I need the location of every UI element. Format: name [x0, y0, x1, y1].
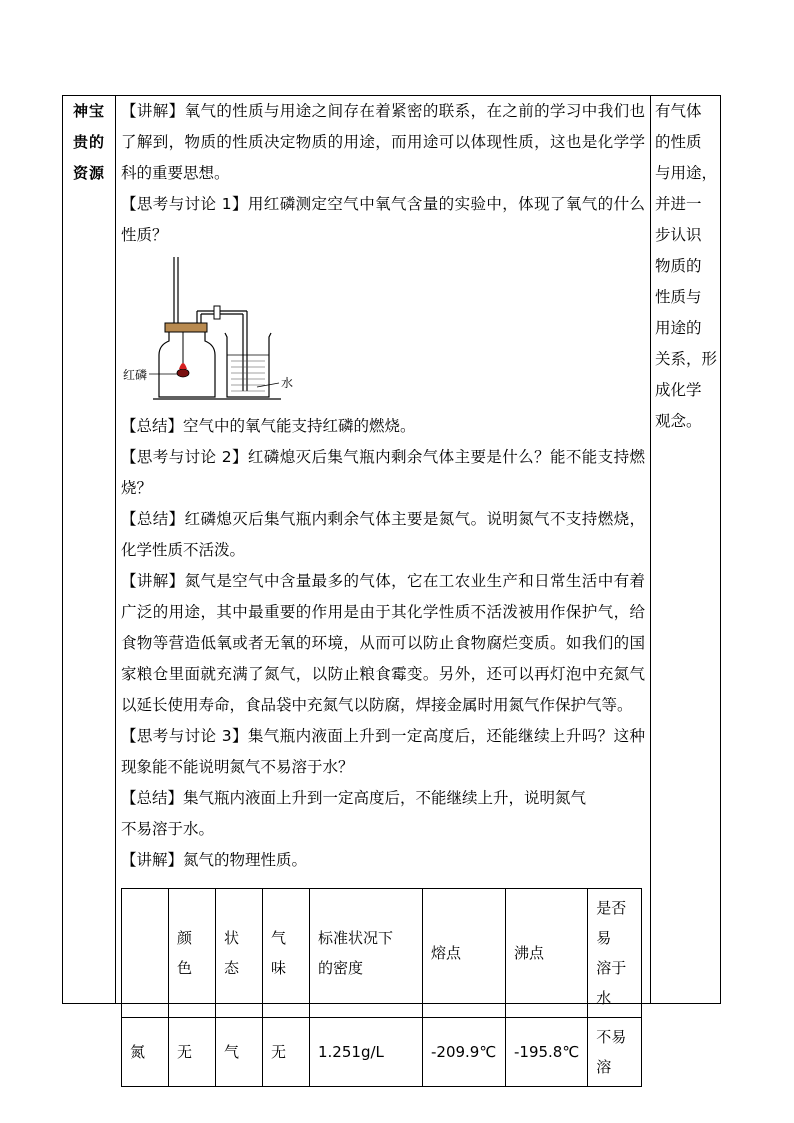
- table-header-cell: 标准状况下 的密度: [310, 889, 423, 1018]
- right-col-line: 与用途，: [655, 164, 718, 182]
- left-col-line: 资源: [72, 164, 105, 182]
- paragraph: [121, 845, 645, 876]
- paragraph-tag: 【总结】: [121, 789, 184, 807]
- left-col-line: 贵的: [72, 133, 105, 151]
- table-cell: 不易溶: [588, 1018, 642, 1087]
- right-col-line: 观念。: [655, 412, 702, 430]
- right-col-line: 用途的: [655, 319, 702, 337]
- table-cell: 1.251g/L: [310, 1018, 423, 1087]
- column-divider-right: [650, 95, 651, 1004]
- table-header-cell: 颜 色: [169, 889, 216, 1018]
- paragraph-tag: 【思考与讨论 1】: [121, 195, 248, 213]
- table-cell: 无: [169, 1018, 216, 1087]
- table-cell: 气: [216, 1018, 263, 1087]
- table-header-cell: 气 味: [263, 889, 310, 1018]
- paragraph-tag: 【思考与讨论 2】: [121, 448, 248, 466]
- paragraph: [121, 814, 645, 845]
- paragraph: [121, 442, 645, 504]
- paragraph-text: 不易溶于水。: [121, 820, 215, 838]
- paragraph-tag: 【思考与讨论 3】: [121, 727, 248, 745]
- right-col-line: 步认识: [655, 226, 702, 244]
- table-header-cell: [122, 889, 169, 1018]
- experiment-figure: [121, 251, 645, 411]
- table-header-cell: 是否易 溶于水: [588, 889, 642, 1018]
- paragraph: [121, 504, 645, 566]
- table-header-cell: 沸点: [506, 889, 588, 1018]
- label-phosphorus: 红磷: [123, 368, 148, 382]
- right-col-line: 关系，形: [655, 350, 718, 368]
- paragraph-text: 空气中的氧气能支持红磷的燃烧。: [183, 417, 416, 435]
- right-col-line: 并进一: [655, 195, 702, 213]
- paragraph-text: 用红磷测定空气中氧气含量的实验中，体现了氧气的什么性质？: [121, 195, 645, 244]
- paragraph-text: 集气瓶内液面上升到一定高度后，不能继续上升，说明氮气: [183, 789, 587, 807]
- left-col-line: 神宝: [72, 102, 105, 120]
- paragraph-text: 红磷熄灭后集气瓶内剩余气体主要是氮气。说明氮气不支持燃烧，化学性质不活泼。: [121, 510, 645, 559]
- nitrogen-properties-table: [121, 888, 642, 1087]
- paragraph: [121, 783, 645, 814]
- frame-right: [720, 95, 721, 1004]
- right-col-line: 的性质: [655, 133, 702, 151]
- frame-left: [62, 95, 63, 1004]
- label-water: 水: [281, 376, 294, 390]
- right-col-line: 性质与: [655, 288, 702, 306]
- paragraph-text: 氮气是空气中含量最多的气体，它在工农业生产和日常生活中有着广泛的用途，其中最重要的作用是由于其化学性质不活泼被用作保护气，给食物等营造低氧或者无氧的环境，从而可以防止食物腐烂变质。如我们的国家粮仓里面就充满了氮气，以防止粮食霉变。另外，还可以再灯泡中充氮气以延长使用寿命，食品袋中充氮气以防腐，焊接金属时用氮气作保护气等。: [121, 572, 645, 714]
- table-row: [122, 1018, 642, 1087]
- right-col-line: 成化学: [655, 381, 702, 399]
- paragraph: [121, 721, 645, 783]
- column-divider-left: [115, 95, 116, 1004]
- paragraph-text: 红磷熄灭后集气瓶内剩余气体主要是什么？能不能支持燃烧？: [121, 448, 645, 497]
- table-cell: 氮: [122, 1018, 169, 1087]
- table-cell: 无: [263, 1018, 310, 1087]
- table-header-cell: 状 态: [216, 889, 263, 1018]
- right-col-line: 物质的: [655, 257, 702, 275]
- paragraph-tag: 【讲解】: [121, 851, 184, 869]
- table-header-row: [122, 889, 642, 1018]
- paragraph: [121, 96, 645, 189]
- paragraph-tag: 【总结】: [121, 510, 185, 528]
- paragraph: [121, 566, 645, 721]
- table-header-cell: 熔点: [423, 889, 506, 1018]
- paragraph-tag: 【讲解】: [121, 572, 185, 590]
- left-column: [63, 96, 115, 189]
- paragraph-text: 集气瓶内液面上升到一定高度后，还能继续上升吗？这种现象能不能说明氮气不易溶于水？: [121, 727, 645, 776]
- apparatus-diagram: [121, 251, 645, 411]
- paragraph-text: 氧气的性质与用途之间存在着紧密的联系，在之前的学习中我们也了解到，物质的性质决定物质的用途，而用途可以体现性质，这也是化学学科的重要思想。: [121, 102, 645, 182]
- main-content: [121, 96, 645, 876]
- table-cell: -195.8℃: [506, 1018, 588, 1087]
- paragraph: [121, 411, 645, 442]
- table-cell: -209.9℃: [423, 1018, 506, 1087]
- right-column: [652, 96, 720, 437]
- paragraph-text: 氮气的物理性质。: [183, 851, 308, 869]
- right-col-line: 有气体: [655, 102, 702, 120]
- paragraph-tag: 【讲解】: [121, 102, 185, 120]
- paragraph: [121, 189, 645, 251]
- paragraph-tag: 【总结】: [121, 417, 184, 435]
